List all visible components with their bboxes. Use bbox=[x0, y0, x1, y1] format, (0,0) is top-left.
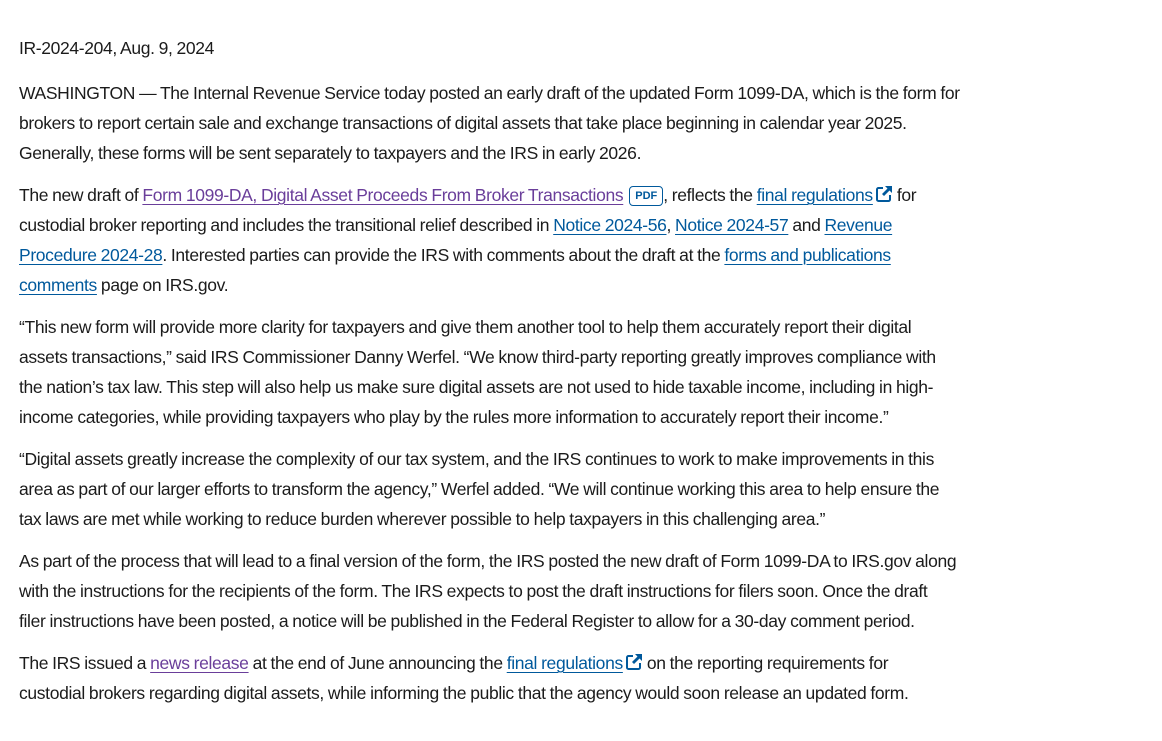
text: The IRS issued a bbox=[19, 653, 151, 673]
text-line: custodial brokers regarding digital assets, while informing the public that the agency would soon release an updated form. bbox=[19, 683, 909, 703]
text: at the end of June announcing the bbox=[248, 653, 507, 673]
notice-2024-57-link[interactable]: Notice 2024-57 bbox=[675, 215, 789, 235]
text-line bbox=[19, 240, 1162, 270]
text-line bbox=[19, 648, 1162, 678]
revenue-procedure-link[interactable]: Procedure 2024-28 bbox=[19, 245, 163, 265]
paragraph-draft-form bbox=[19, 180, 1162, 300]
text: . Interested parties can provide the IRS with comments about the draft at the bbox=[162, 245, 725, 265]
text-line bbox=[19, 270, 1162, 300]
external-link-icon bbox=[875, 185, 893, 203]
text-line: the nation’s tax law. This step will also help us make sure digital assets are not used to hide taxable income, including in high- bbox=[19, 377, 934, 397]
text-line: WASHINGTON — The Internal Revenue Service today posted an early draft of the updated Form 1099-DA, which is the form for bbox=[19, 83, 960, 103]
text-line: filer instructions have been posted, a notice will be published in the Federal Register to allow for a 30-day comment period. bbox=[19, 611, 915, 631]
forms-publications-comments-link[interactable]: forms and publications bbox=[724, 245, 891, 265]
news-release-link[interactable]: news release bbox=[150, 653, 249, 673]
paragraph-news-release bbox=[19, 648, 1162, 708]
text-line: tax laws are met while working to reduce burden wherever possible to help taxpayers in this challenging area.” bbox=[19, 509, 826, 529]
release-dateline: IR-2024-204, Aug. 9, 2024 bbox=[19, 38, 215, 58]
text-line: As part of the process that will lead to a final version of the form, the IRS posted the new draft of Form 1099-DA to IRS.gov along bbox=[19, 551, 957, 571]
forms-publications-comments-link[interactable]: comments bbox=[19, 275, 97, 295]
text: , reflects the bbox=[663, 185, 757, 205]
text-line: with the instructions for the recipients of the form. The IRS expects to post the draft instructions for filers soon. Once the draft bbox=[19, 581, 928, 601]
text: for bbox=[892, 185, 917, 205]
text-line: “Digital assets greatly increase the complexity of our tax system, and the IRS continues to work to make improvements in this bbox=[19, 449, 934, 469]
text-line: brokers to report certain sale and exchange transactions of digital assets that take place beginning in calendar year 2025. bbox=[19, 113, 907, 133]
text: and bbox=[788, 215, 825, 235]
revenue-procedure-link[interactable]: Revenue bbox=[824, 215, 893, 235]
paragraph-process bbox=[19, 546, 1162, 636]
paragraph-intro bbox=[19, 78, 1162, 168]
text-line bbox=[19, 210, 1162, 240]
pdf-badge: PDF bbox=[629, 186, 663, 206]
text: , bbox=[666, 215, 676, 235]
external-link-icon bbox=[625, 653, 643, 671]
paragraph-commissioner-quote bbox=[19, 312, 1162, 432]
text: page on IRS.gov. bbox=[96, 275, 229, 295]
text-line: “This new form will provide more clarity for taxpayers and give them another tool to help them accurately report their digital bbox=[19, 317, 912, 337]
final-regulations-link[interactable]: final regulations bbox=[756, 185, 873, 205]
text-line bbox=[19, 180, 1162, 210]
final-regulations-link[interactable]: final regulations bbox=[506, 653, 623, 673]
paragraph-werfel-added bbox=[19, 444, 1162, 534]
text-line: area as part of our larger efforts to transform the agency,” Werfel added. “We will continue working this area to help ensure the bbox=[19, 479, 940, 499]
form-1099-da-link[interactable]: Form 1099-DA, Digital Asset Proceeds From Broker Transactions bbox=[142, 185, 624, 205]
text-line: income categories, while providing taxpayers who play by the rules more information to accurately report their income.” bbox=[19, 407, 889, 427]
text: on the reporting requirements for bbox=[642, 653, 889, 673]
text-line: Generally, these forms will be sent separately to taxpayers and the IRS in early 2026. bbox=[19, 143, 642, 163]
text: The new draft of bbox=[19, 185, 143, 205]
notice-2024-56-link[interactable]: Notice 2024-56 bbox=[553, 215, 667, 235]
text: custodial broker reporting and includes the transitional relief described in bbox=[19, 215, 554, 235]
text-line: assets transactions,” said IRS Commissioner Danny Werfel. “We know third-party reporting greatly improves compliance with bbox=[19, 347, 936, 367]
